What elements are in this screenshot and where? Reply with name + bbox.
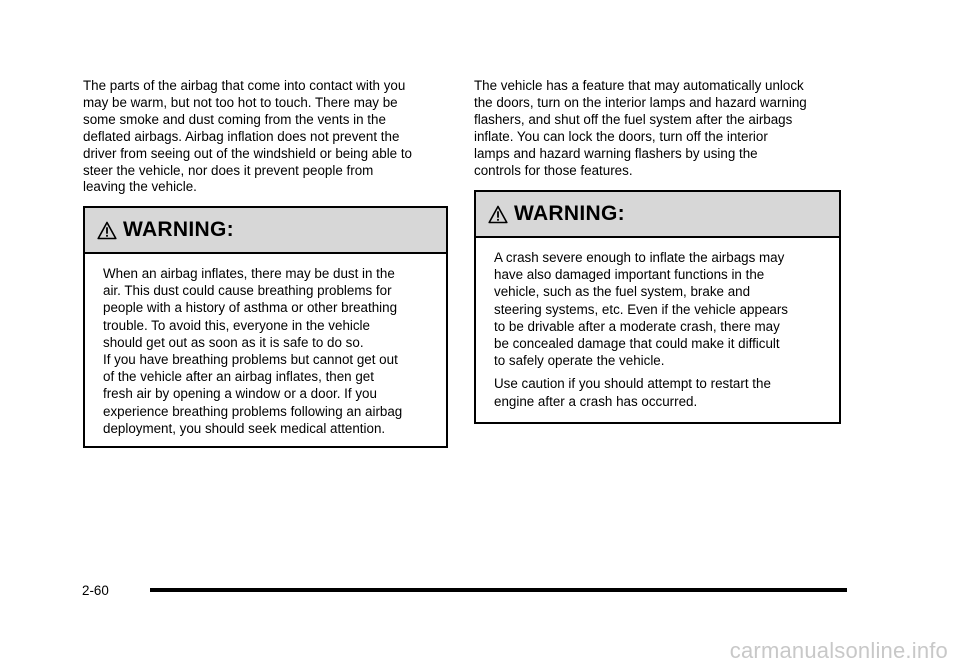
right-warning-body <box>476 238 839 410</box>
warning-triangle-icon <box>97 221 117 240</box>
right-intro-paragraph: The vehicle has a feature that may automatically unlock the doors, turn on the interior lamps and hazard warning flashers, and shut off the fuel system after the airbags inflate. You can lock the doors, turn off the interior lamps and hazard warning flashers by using the controls for those features. <box>474 78 807 178</box>
watermark: carmanualsonline.info <box>729 638 948 663</box>
warning-triangle-icon <box>488 205 508 224</box>
left-warning-header <box>85 208 446 254</box>
left-column <box>83 78 449 436</box>
right-warning-paragraph-2: Use caution if you should attempt to restart the engine after a crash has occurred. <box>494 376 771 409</box>
page-number: 2-60 <box>82 583 109 598</box>
left-warning-box <box>83 206 448 448</box>
right-warning-box <box>474 190 841 424</box>
left-warning-paragraph-2: If you have breathing problems but cannot get out of the vehicle after an airbag inflates, then get fresh air by opening a window or a door. If you experience breathing problems following an airbag deployment, you should seek medical attention. <box>103 352 403 436</box>
right-warning-header <box>476 192 839 238</box>
right-warning-title: WARNING: <box>514 202 625 225</box>
left-intro-paragraph: The parts of the airbag that come into contact with you may be warm, but not too hot to touch. There may be some smoke and dust coming from the vents in the deflated airbags. Airbag inflation does not prevent the driver from seeing out of the windshield or being able to steer the vehicle, nor does it prevent people from leaving the vehicle. <box>83 78 413 195</box>
footer-rule <box>150 588 847 592</box>
left-warning-paragraph-1: When an airbag inflates, there may be dust in the air. This dust could cause breathing problems for people with a history of asthma or other breathing trouble. To avoid this, everyone in the vehicle should get out as soon as it is safe to do so. <box>103 266 398 350</box>
left-warning-body <box>85 254 446 437</box>
right-warning-paragraph-1: A crash severe enough to inflate the airbags may have also damaged important functions in the vehicle, such as the fuel system, brake and steering systems, etc. Even if the vehicle appears to be drivable after a moderate crash, there may be concealed damage that could make it difficult to safely operate the vehicle. <box>494 250 788 369</box>
left-warning-title: WARNING: <box>123 218 234 241</box>
right-column <box>474 78 842 409</box>
